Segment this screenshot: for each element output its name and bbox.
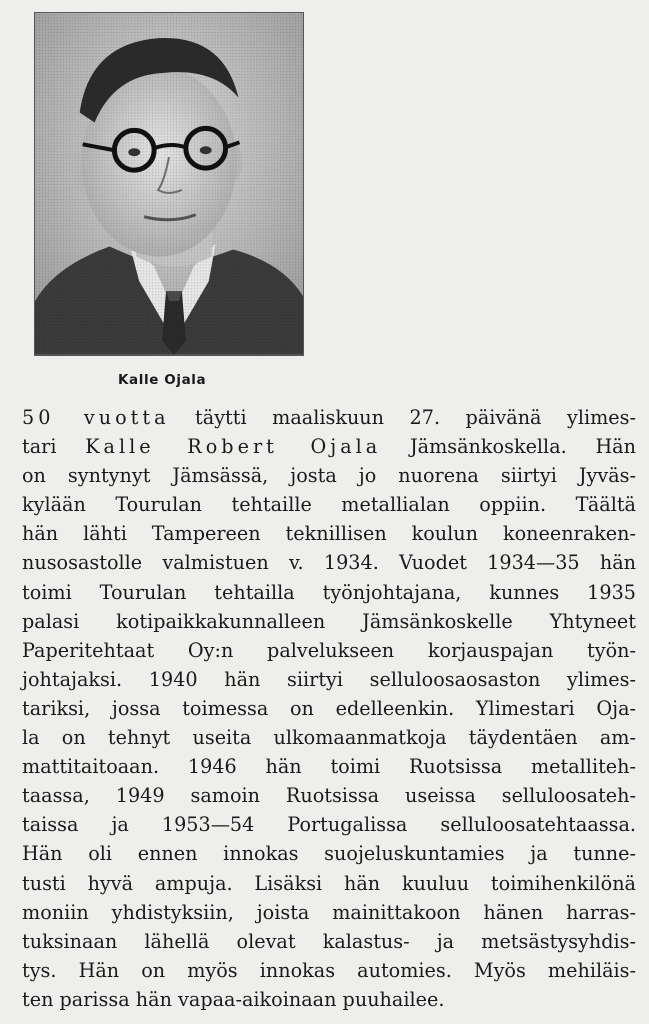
article-line: on syntynyt Jämsässä, josta jo nuorena siirtyi Jyväs- [22, 464, 636, 488]
article-line: tariksi, jossa toimessa on edelleenkin. Ylimestari Oja- [22, 696, 636, 720]
article-line: la on tehnyt useita ulkomaanmatkoja täydentäen am- [22, 726, 636, 750]
article-line: Hän oli ennen innokas suojeluskuntamies ja tunne- [22, 842, 636, 866]
article-line-1-rest: täytti maaliskuun 27. päivänä ylimes- [169, 406, 636, 429]
article-line: johtajaksi. 1940 hän siirtyi selluloosaosaston ylimes- [22, 667, 636, 691]
article-line-2 [22, 432, 636, 461]
article-line: tuksinaan lähellä olevat kalastus- ja metsästysyhdis- [22, 929, 636, 953]
article-line: mattitaitoaan. 1946 hän toimi Ruotsissa metalliteh- [22, 755, 636, 779]
article-lead-age: 50 vuotta [22, 406, 170, 429]
article-line-last: ten parissa hän vapaa-aikoinaan puuhailee. [22, 987, 445, 1011]
article-line-1 [22, 403, 636, 432]
article-line: moniin yhdistyksiin, joista mainittakoon hänen harras- [22, 900, 636, 924]
article-line: tys. Hän on myös innokas automies. Myös mehiläis- [22, 958, 636, 982]
article-line: hän lähti Tampereen teknillisen koulun koneenraken- [22, 522, 636, 546]
article-line: toimi Tourulan tehtailla työnjohtajana, kunnes 1935 [22, 580, 636, 604]
photo-caption: Kalle Ojala [118, 372, 207, 388]
article-line: kylään Tourulan tehtaille metallialan oppiin. Täältä [22, 493, 636, 517]
article-line: palasi kotipaikkakunnalleen Jämsänkoskelle Yhtyneet [22, 609, 636, 633]
article-body [22, 403, 636, 1014]
portrait-illustration [35, 13, 303, 355]
article-line: taissa ja 1953—54 Portugalissa selluloosatehtaassa. [22, 813, 636, 837]
article-subject-name: Kalle Robert Ojala [85, 435, 382, 459]
article-line: tusti hyvä ampuja. Lisäksi hän kuuluu toimihenkilönä [22, 871, 636, 895]
article-line-2-rest: Jämsänkoskella. Hän [381, 435, 636, 459]
article-line: Paperitehtaat Oy:n palvelukseen korjauspajan työn- [22, 638, 636, 662]
article-line: nusosastolle valmistuen v. 1934. Vuodet 1934—35 hän [22, 551, 636, 575]
article-line-2-prefix: tari [22, 435, 86, 459]
portrait-photo [34, 12, 304, 356]
article-line: taassa, 1949 samoin Ruotsissa useissa selluloosateh- [22, 784, 636, 808]
